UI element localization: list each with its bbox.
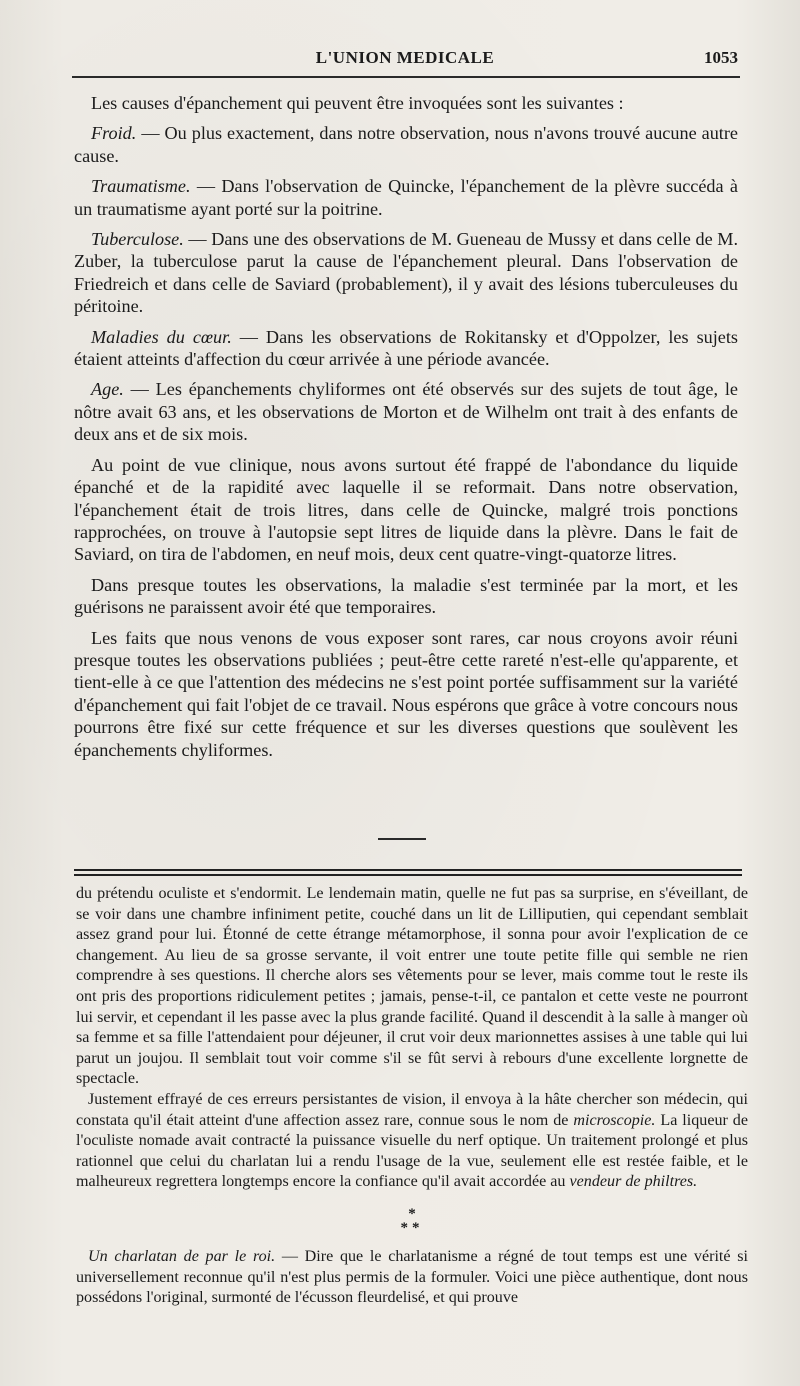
feuilleton-rule-top xyxy=(74,869,742,871)
feuilleton-term: Un charlatan de par le roi. xyxy=(88,1247,276,1265)
cause-text: — Dans l'observation de Quincke, l'épanchement de la plèvre succéda à un traumatisme ayant porté sur la poitrine. xyxy=(74,176,738,219)
cause-text: — Ou plus exactement, dans notre observation, nous n'avons trouvé aucune autre cause. xyxy=(74,123,738,166)
feuilleton-text: Justement effrayé de ces erreurs persistantes de vision, il envoya à la hâte chercher son médecin, qui constata qu'il était atteint d'une affection assez rare, connue sous le nom de xyxy=(76,1090,748,1129)
cause-text: — Les épanchements chyliformes ont été observés sur des sujets de tout âge, le nôtre avait 63 ans, et les observations de Morton et de Wilhelm ont trait à des enfants de deux ans et de six mois. xyxy=(74,379,738,445)
feuilleton xyxy=(76,884,748,1309)
feuilleton-text: — Dire que le charlatanisme a régné de tout temps est une vérité si universellement reconnue qu'il n'est plus permis de la formuler. Voici une pièce authentique, dont nous possédons l'original, surmonté de l'écusson fleurdelisé, et qui prouve xyxy=(76,1247,748,1307)
cause-text: — Dans les observations de Rokitansky et d'Oppolzer, les sujets étaient atteints d'affection du cœur arrivée à une période avancée. xyxy=(74,326,739,370)
cause-paragraph xyxy=(74,122,738,167)
asterism-bottom: ** xyxy=(400,1219,424,1236)
cause-paragraph xyxy=(74,326,738,371)
body-paragraph: Au point de vue clinique, nous avons surtout été frappé de l'abondance du liquide épanché et de la rapidité avec laquelle il se reformait. Dans notre observation, l'épanchement était de trois litres, dans celle de Quincke, malgré trois ponctions rapprochées, on trouve à l'autopsie sept litres de liquide dans la plèvre. Dans le fait de Saviard, on tira de l'abdomen, en neuf mois, deux cent quatre-vingt-quatorze litres. xyxy=(74,454,738,565)
cause-term: Tuberculose. xyxy=(91,229,184,250)
feuilleton-paragraph xyxy=(76,1247,748,1309)
body-paragraph: Les faits que nous venons de vous exposer sont rares, car nous croyons avoir réuni presque toutes les observations publiées ; peut-être cette rareté n'est-elle qu'apparente, et tient-elle à ce que l'attention des médecins ne s'est point portée suffisamment sur la variété d'épanchement qui fait l'objet de ce travail. Nous espérons que grâce à votre concours nous pourrons être fixé sur cette fréquence et sur les diverses questions que soulèvent les épanchements chyliformes. xyxy=(74,627,738,760)
cause-term: Traumatisme. xyxy=(91,176,191,197)
feuilleton-term: vendeur de philtres. xyxy=(569,1173,698,1191)
asterism-top: * xyxy=(408,1205,416,1222)
intro-paragraph: Les causes d'épanchement qui peuvent être invoquées sont les suivantes : xyxy=(91,93,624,113)
cause-paragraph xyxy=(74,175,738,220)
header-rule xyxy=(72,76,740,78)
running-head: L'UNION MEDICALE xyxy=(315,48,495,67)
feuilleton-paragraph: du prétendu oculiste et s'endormit. Le lendemain matin, quelle ne fut pas sa surprise, en s'éveillant, de se voir dans une chambre infiniment petite, couché dans un lit de Lilliputien, qui cependant semblait assez grand pour lui. Étonné de cette étrange métamorphose, il sonna pour avoir l'explication de ce changement. Au lieu de sa grosse servante, il voit entrer une toute petite fille qui semble ne rien comprendre à ses questions. Il cherche alors ses vêtements pour se lever, mais comme tout le reste ils ont pris des proportions ridiculement petites ; jamais, pense-t-il, ce pantalon et cette veste ne pourront lui servir, et cependant il les passe avec la plus grande facilité. Quand il descendit à la salle à manger où sa femme et sa fille l'attendaient pour déjeuner, il crut voir deux marionnettes assises à une table qui lui parut un joujou. Il semblait tout voir comme s'il se fût servi à rebours d'une excellente lorgnette de spectacle. xyxy=(76,885,748,1088)
cause-text: — Dans une des observations de M. Gueneau de Mussy et dans celle de M. Zuber, la tuberculose parut la cause de l'épanchement pleural. Dans l'observation de Friedreich et dans celle de Saviard (probablement), il y avait des lésions tuberculeuses du péritoine. xyxy=(74,229,738,317)
article-body xyxy=(74,92,738,769)
article-end-rule xyxy=(378,838,426,840)
cause-term: Age. xyxy=(91,379,124,400)
feuilleton-term: microscopie. xyxy=(573,1111,656,1129)
cause-term: Froid. xyxy=(91,123,137,144)
feuilleton-text: La liqueur de l'oculiste nomade avait contracté la puissance visuelle du nerf optique. Un traitement prolongé et plus rationnel que celui du charlatan lui a rendu l'usage de la vue, seulement elle est restée faible, et le malheureux regrettera longtemps encore la confiance qu'il avait accordée au xyxy=(76,1111,748,1191)
feuilleton-paragraph xyxy=(76,1090,748,1193)
page-header xyxy=(70,42,740,72)
cause-term: Maladies du cœur. xyxy=(91,326,232,347)
body-paragraph: Dans presque toutes les observations, la maladie s'est terminée par la mort, et les guérisons ne paraissent avoir été que temporaires. xyxy=(74,574,738,618)
page-number: 1053 xyxy=(704,48,738,67)
cause-paragraph xyxy=(74,228,738,318)
feuilleton-rule-bottom xyxy=(74,874,742,876)
asterism xyxy=(76,1207,748,1235)
cause-paragraph xyxy=(74,378,738,445)
